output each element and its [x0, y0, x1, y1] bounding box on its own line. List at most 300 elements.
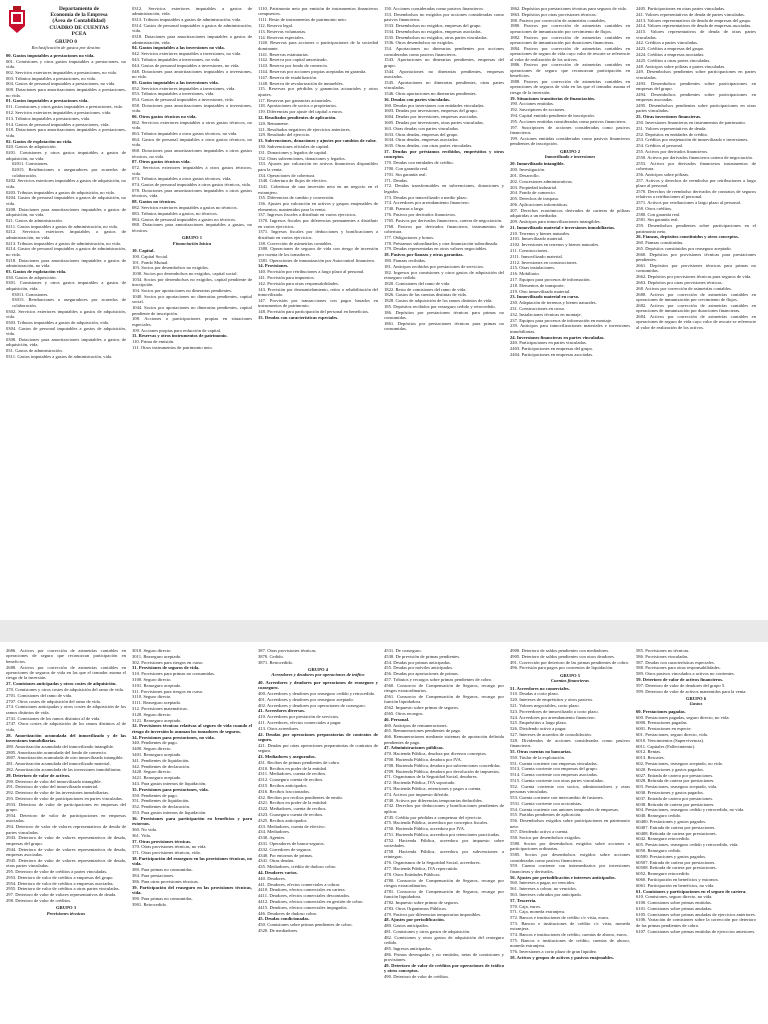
- account-entry: 204. Fondo de comercio.: [510, 190, 556, 196]
- account-heading: 23. Inmovilizado material en curso.: [510, 294, 580, 300]
- account-heading: 06. Otros gastos técnicos no vida.: [132, 114, 197, 120]
- group-subtitle: Cuentas financieras: [550, 678, 590, 684]
- account-entry: 119. Diferencias por ajuste del capital a euros.: [258, 109, 343, 115]
- account-entry: 253. Créditos por enajenación de inmovilizado e inversiones.: [636, 137, 749, 143]
- account-heading: 60. Prestaciones pagadas.: [636, 708, 686, 714]
- account-entry: 523. Proveedores de inmovilizado a corto plazo.: [510, 708, 599, 714]
- account-entry: 4740. Activos por diferencias temporarias deducibles.: [384, 797, 483, 803]
- column-entries: [132, 6, 252, 350]
- account-entry: 064. Gastos de personal imputables a otros gastos técnicos, no vida.: [132, 136, 252, 148]
- account-entry: 4312. Coaseguro cuenta de recibos.: [258, 777, 324, 783]
- account-heading: 31. Provisiones de seguros de vida.: [132, 665, 200, 671]
- account-entry: 4900. Deterioro de saldos pendientes con mediadores.: [510, 648, 610, 653]
- account-entry: 258. Otros créditos.: [636, 205, 673, 211]
- account-entry: 2943. Deterioro de valor de valores representativos de deuda, empresas del grupo.: [6, 835, 126, 846]
- account-entry: 521. Valores negociables, corto plazo.: [510, 703, 580, 708]
- account-entry: 1341. Cobertura de una inversión neta en un negocio en el extranjero.: [258, 184, 378, 195]
- account-heading: 37. Otras provisiones técnicas.: [132, 838, 192, 844]
- account-entry: 058. Dotaciones para amortizaciones imputables a inversiones, vida.: [132, 102, 252, 114]
- column-entries: [510, 648, 630, 960]
- account-entry: 455. Deudas por móviles anticipados.: [384, 665, 454, 671]
- account-entry: 605. Prestaciones, reaseguro cedido y retrocedido, vida.: [636, 842, 739, 848]
- account-entry: 180. Fianzas recibidas.: [384, 257, 427, 263]
- account-entry: 2933. Deterioro de valor de participaciones en empresas del grupo.: [6, 801, 126, 813]
- account-heading: 14. Provisiones.: [258, 263, 289, 269]
- account-entry: 4560. Consorcio de Compensación de Seguros, recargo por riesgos extraordinarios.: [384, 682, 504, 694]
- document-page-bottom: [0, 642, 768, 1024]
- account-entry: 490. Deterioro de valor de créditos.: [384, 974, 450, 980]
- account-entry: 030. Gastos de adquisición.: [6, 274, 57, 280]
- account-entry: 6101. Comisiones sobre primas anuladas.: [636, 905, 713, 911]
- account-entry: 555. Partidas pendientes de aplicación.: [510, 812, 582, 818]
- account-entry: 072. Servicios exteriores imputables a otros gastos técnicos, vida.: [132, 165, 252, 176]
- account-heading: 24. Inversiones financieras en partes vinculadas.: [510, 334, 605, 340]
- account-entry: 2580. Con garantía real.: [636, 211, 681, 217]
- column-6: [636, 6, 756, 616]
- account-entry: 3120. Seguro directo.: [132, 711, 172, 717]
- account-entry: 4752. Hacienda Pública, acreedora por impuesto sobre sociedades.: [384, 837, 504, 849]
- account-entry: 0312. Servicios exteriores imputables a gastos de administración, vida.: [132, 6, 252, 17]
- group-title: GRUPO 2: [559, 148, 581, 154]
- column-entries: [6, 648, 126, 916]
- account-entry: 3870. Cedido.: [258, 653, 284, 659]
- account-heading: 16. Deudas con partes vinculadas.: [384, 96, 451, 102]
- account-entry: 195. Acciones emitidas consideradas como pasivos financieros.: [510, 118, 627, 124]
- group-subtitle: Inmovilizado e inversiones: [544, 154, 596, 160]
- account-entry: 1044. Socios por aportaciones no dinerarias pendientes, capital pendiente de inscripción.: [132, 305, 252, 316]
- account-entry: 1820. Comisiones del ramo de vida.: [384, 280, 451, 286]
- account-entry: 021. Gastos de administración.: [6, 217, 63, 223]
- account-entry: 5513. Cuenta corriente con empresas del grupo.: [510, 766, 598, 772]
- account-entry: 231. Construcciones en curso.: [510, 305, 566, 311]
- account-entry: 295. Deterioro de valor de créditos a partes vinculadas.: [6, 869, 108, 874]
- account-entry: 1371. Ingresos fiscales por deducciones y bonificaciones a distribuir en varios ejercicios.: [258, 229, 378, 240]
- account-entry: 135. Diferencias de cambio y conversión.: [258, 195, 335, 201]
- account-entry: 2101. Inmovilizado material.: [510, 236, 564, 242]
- account-entry: 4758. Hacienda Pública, acreedora por subvenciones a reintegrar.: [384, 848, 504, 860]
- account-entry: 113. Reservas voluntarias.: [258, 28, 307, 34]
- account-entry: 510. Deudas a corto plazo.: [510, 691, 559, 697]
- account-entry: 573. Bancos e instituciones de crédito c/c vista, moneda extranjera.: [510, 920, 630, 932]
- account-entry: 211. Construcciones.: [510, 248, 549, 253]
- account-heading: 25. Otras inversiones financieras.: [636, 114, 702, 120]
- account-entry: 340. Pendientes de pago.: [132, 740, 178, 746]
- account-entry: 008. Dotaciones para amortizaciones imputables a prestaciones, no vida.: [6, 87, 126, 98]
- account-entry: 3420. Seguro directo.: [132, 769, 172, 775]
- account-entry: 002. Servicios exteriores imputables a prestaciones, no vida.: [6, 69, 117, 75]
- account-entry: 600. Prestaciones pagadas, seguro directo, no vida.: [636, 714, 730, 720]
- group-subtitle: Gastos: [689, 701, 703, 707]
- group-0-title: GRUPO 0: [55, 40, 77, 46]
- account-entry: 147. Provisión por transacciones con pagos basados en instrumentos de patrimonio.: [258, 297, 378, 309]
- account-entry: 4341. Otras deudas.: [258, 858, 295, 864]
- header-line: Departamento de: [59, 6, 99, 12]
- account-entry: 163. Otras deudas con partes vinculadas.: [384, 125, 459, 131]
- account-entry: 479. Pasivos por diferencias temporarias imponibles.: [384, 911, 482, 917]
- account-heading: 08. Gastos no técnicos.: [132, 199, 177, 205]
- account-heading: 39. Participación del reaseguro en las provisiones técnicas, vida.: [132, 884, 252, 895]
- account-entry: 4745. Crédito por pérdidas a compensar del ejercicio.: [384, 814, 483, 820]
- account-entry: 6100. Comisiones sobre primas emitidas.: [636, 900, 712, 906]
- account-heading: 10. Capital.: [132, 248, 155, 253]
- account-heading: 04. Gastos imputables a las inversiones no vida.: [132, 45, 225, 51]
- account-entry: 3111. Reaseguro aceptado.: [132, 700, 182, 706]
- account-entry: 1886. Pasivos por corrección de asimetrías contables en operaciones de seguro que reconozcan participación en beneficios.: [510, 62, 630, 79]
- account-entry: 4531. De coaseguro.: [384, 648, 422, 653]
- column-entries: [384, 648, 504, 980]
- account-entry: 3110. Seguro directo.: [132, 694, 172, 700]
- account-entry: 1535. Desembolsos no exigidos, otras partes vinculadas.: [384, 34, 488, 40]
- account-entry: 1828. Gastos de adquisición de los ramos distintos de vida.: [384, 298, 493, 304]
- account-entry: 114. Reservas especiales.: [258, 34, 305, 40]
- account-entry: 1634. Otras deudas, empresas asociadas.: [384, 137, 459, 143]
- account-entry: 2684. Activos por corrección de asimetrías contables en operaciones de seguro de vida cuyo valor de rescate se referencie al valor de realización de los activos.: [636, 313, 756, 330]
- account-entry: 053. Tributos imputables a inversiones, vida.: [132, 91, 215, 97]
- account-entry: 044. Gastos de personal imputables a inversiones, no vida.: [132, 62, 240, 68]
- account-entry: 239. Anticipos para inmovilizaciones materiales e inversiones inmobiliarias.: [510, 323, 630, 334]
- account-entry: 1884. Pasivos por corrección de asimetrías contables en operaciones de seguro de vida cuyo valor de rescate se referencie al valor de realización de los activos.: [510, 45, 630, 62]
- account-entry: 553. Cuenta corriente con intercambio de fusiones.: [510, 794, 604, 800]
- account-entry: 1543. Aportaciones no dinerarias pendientes, empresas del grupo.: [384, 57, 504, 68]
- account-entry: 311. Provisiones para riesgos en curso.: [132, 688, 204, 694]
- account-entry: 6030. Prestaciones y gastos pagados.: [636, 789, 704, 795]
- account-entry: 2414. Valores representativos de deuda de empresas asociadas.: [636, 23, 752, 29]
- account-entry: 6042. Reaseguro retrocedido.: [636, 836, 691, 842]
- account-entry: 260. Fianzas constituidas.: [636, 240, 684, 246]
- account-entry: 0304. Gastos de personal imputables a gastos de adquisición, vida.: [6, 325, 126, 337]
- column-3: [258, 6, 378, 616]
- column-entries: [384, 6, 504, 332]
- account-entry: 371. Otras provisiones técnicas, vida.: [132, 850, 201, 856]
- account-entry: 496. Provisión para pagos por convenios de liquidación.: [510, 665, 614, 671]
- column-6: [636, 648, 756, 1020]
- account-entry: 6052. Reaseguro retrocedido.: [636, 871, 691, 877]
- account-entry: 014. Gastos de personal imputables a prestaciones, vida.: [6, 121, 110, 127]
- account-heading: 07. Otros gastos técnicos vida.: [132, 159, 191, 165]
- account-entry: 012. Servicios exteriores imputables a prestaciones, vida.: [6, 110, 112, 116]
- account-entry: 2686. Activos por corrección de asimetrías contables en operaciones de seguro que reconozcan participación en beneficios.: [6, 648, 126, 664]
- account-entry: 120. Remanente.: [258, 120, 289, 126]
- account-heading: 55. Otras cuentas no bancarias.: [510, 748, 572, 754]
- account-entry: 4323. Coaseguro cuenta de recibos.: [258, 811, 324, 817]
- account-entry: 4700. Hacienda Pública, deudora por IVA.: [384, 756, 462, 762]
- account-entry: 1633. Otras deudas, empresas del grupo.: [384, 131, 459, 137]
- account-entry: 203. Propiedad industrial.: [510, 184, 558, 190]
- account-entry: 230. Adaptación de terrenos y bienes naturales.: [510, 300, 597, 306]
- column-entries: [636, 648, 756, 934]
- account-entry: 576. Inversiones a corto plazo de gran liquidez.: [510, 949, 598, 955]
- column-2: [132, 6, 252, 616]
- account-entry: 480. Gastos anticipados.: [384, 923, 429, 929]
- account-entry: 0318. Dotaciones para amortizaciones imputables a gastos de administración, vida.: [132, 34, 252, 45]
- account-entry: 043. Tributos imputables a inversiones, no vida.: [132, 57, 221, 62]
- account-entry: 4781. Consorcio de Compensación de Seguros, recargo por función liquidadora.: [384, 888, 504, 900]
- account-entry: 141. Provisión para impuestos.: [258, 274, 315, 280]
- account-entry: 465. Remuneraciones pendientes de pago.: [384, 728, 462, 734]
- account-entry: 4520. De mediadores.: [258, 927, 299, 933]
- account-entry: 450. Comisiones sobre primas pendientes de cobro.: [258, 922, 353, 928]
- account-entry: 432. Recibos por recibos pendientes de emitir.: [258, 794, 343, 800]
- column-1: [6, 6, 126, 616]
- account-entry: 528. Dividendos de acciones consideradas como pasivos financieros.: [510, 737, 630, 749]
- account-entry: 074. Gastos de personal imputables a otros gastos técnicos, vida.: [132, 182, 251, 188]
- document-header: [6, 6, 126, 37]
- account-entry: 525. Empréstitos a largo plazo.: [510, 720, 568, 726]
- account-heading: 36. Provisiones para participación en beneficios y para extornos.: [132, 815, 252, 827]
- account-entry: 4538. De previsión de primas pendientes.: [384, 653, 461, 659]
- account-entry: 411. Acreedores, efectos comerciales a pagar.: [258, 720, 342, 725]
- account-entry: 0218. Dotaciones para amortizaciones imputables a gastos de administración, no vida.: [6, 257, 126, 269]
- account-entry: 133. Ajustes por valoración en activos financieros disponibles para la venta.: [258, 161, 378, 172]
- account-entry: 2661. Depósitos por provisiones técnicas para primas no consumidas.: [636, 262, 756, 274]
- account-entry: 268. Activos por corrección de asimetrías contables.: [636, 285, 732, 291]
- account-entry: 435. Mediadores, crédito de dudoso cobro.: [258, 864, 337, 870]
- account-heading: 21. Inmovilizado material e inversiones inmobiliarias.: [510, 224, 616, 230]
- account-entry: 205. Derechos de traspaso.: [510, 196, 560, 202]
- account-entry: 219. Otro inmovilizado material.: [510, 288, 571, 294]
- account-entry: 232. Instalaciones técnicas en montaje.: [510, 311, 582, 317]
- account-entry: 250. Inversiones financieras en instrumentos de patrimonio.: [636, 119, 746, 125]
- account-entry: 302. Provisiones para riesgos en curso.: [132, 659, 204, 665]
- account-entry: 082. Servicios exteriores imputables a gastos no técnicos.: [132, 204, 238, 210]
- account-entry: 150. Acciones consideradas como pasivos financieros.: [384, 6, 484, 11]
- account-entry: 1381. Operaciones de inmunización por Autocontrol financiero.: [258, 257, 376, 263]
- account-heading: 11. Reservas y otros instrumentos de patrimonio.: [132, 333, 228, 339]
- account-entry: 188. Pasivos por corrección de asimetrías contables.: [510, 17, 606, 23]
- account-entry: 031. Gastos de administración.: [6, 348, 63, 354]
- account-entry: 4321. Recibos en poder de la entidad.: [258, 800, 328, 806]
- account-entry: 121. Resultados negativos de ejercicios anteriores.: [258, 126, 351, 132]
- account-entry: 1144. Reservas por acciones propias aceptadas en garantía.: [258, 68, 367, 74]
- account-entry: 018. Dotaciones para amortizaciones imputables a prestaciones, vida.: [6, 127, 126, 138]
- account-entry: 0202. Servicios exteriores imputables a gastos de adquisición, no vida.: [6, 178, 126, 189]
- account-entry: 351. Pendientes de liquidación.: [132, 798, 190, 804]
- university-crest-icon: [6, 6, 28, 34]
- account-entry: 083. Tributos imputables a gastos, no técnicos.: [132, 210, 218, 216]
- account-entry: 242. Créditos a partes vinculadas.: [636, 40, 698, 46]
- account-entry: 142. Provisión para otras responsabilidades.: [258, 280, 339, 286]
- header-text: [32, 6, 126, 37]
- account-entry: 431. Recibos de primas pendientes de cobro.: [258, 759, 341, 765]
- account-entry: 571. Caja, moneda extranjera.: [510, 909, 566, 915]
- account-entry: 0301. Comisiones y otros gastos imputables a gastos de adquisición, vida.: [6, 280, 126, 291]
- account-entry: 342. Pendientes de declaración.: [132, 763, 191, 769]
- account-entry: 471. Organismos de la Seguridad Social, deudores.: [384, 774, 478, 780]
- account-entry: 353. Para gastos internos de liquidación.: [132, 809, 207, 815]
- account-entry: 0214. Gastos de personal imputables a gastos de administración, no vida.: [6, 246, 126, 257]
- account-entry: 2494. Desembolsos pendientes sobre participaciones en empresas asociadas.: [636, 91, 756, 103]
- column-3: [258, 648, 378, 1020]
- account-entry: 559. Cuenta corriente con intermediarios por inversiones financieras y derivados.: [510, 863, 630, 874]
- account-entry: 140. Provisión por retribuciones a largo plazo al personal.: [258, 269, 365, 275]
- account-entry: 0204. Gastos de personal imputables a gastos de adquisición, no vida.: [6, 195, 126, 206]
- account-entry: 481. Comisiones y otros gastos de adquisición.: [384, 928, 471, 934]
- account-heading: 43. Mediadores y asegurados.: [258, 754, 316, 759]
- account-entry: 1862. Depósitos por prestaciones técnicas para seguros de vida.: [510, 6, 627, 11]
- account-subentry: 02015. Retribuciones a aseguradores por acuerdos de colaboración.: [12, 167, 126, 178]
- account-heading: 02. Gastos de explotación no vida.: [6, 138, 73, 144]
- account-entry: 042. Servicios exteriores imputables a inversiones, no vida.: [132, 51, 242, 57]
- account-entry: 1882. Pasivos por corrección de asimetrías contables en operaciones de inmunización por duraciones financieras.: [510, 34, 630, 45]
- account-heading: 45. Deudas condicionadas.: [258, 916, 310, 922]
- account-entry: 136. Ajustes por valoración en activos y grupos enajenables de elementos, mantenidos para la venta.: [258, 201, 378, 212]
- account-entry: 138. Corrección de asimetrías contables.: [258, 240, 333, 246]
- account-heading: 44. Deudores varios.: [258, 869, 298, 875]
- account-entry: 1768. Pasivos por derivados financieros, instrumentos de cobertura.: [384, 223, 504, 234]
- account-entry: 4316. Recibos fraccionados.: [258, 788, 311, 794]
- account-entry: 4783. Otros Organismos Públicos.: [384, 905, 448, 911]
- account-entry: 173. Deudas por inmovilizado a medio plazo.: [384, 194, 468, 200]
- account-entry: 202. Concesiones administrativas.: [510, 178, 573, 184]
- column-entries: [132, 648, 252, 907]
- account-entry: 3101. Reaseguro aceptado.: [132, 682, 182, 688]
- account-entry: 482. Comisiones y otros gastos de adquisición del reaseguro cedido.: [384, 934, 504, 946]
- account-entry: 297. Deterioro de valor de valores representativos de deuda.: [6, 892, 117, 898]
- account-heading: 59. Deterioro de valor de activos financieros.: [636, 676, 724, 682]
- account-entry: 410. Acreedores por prestación de servicios.: [258, 714, 340, 720]
- account-entry: 587. Deudas con características especiales.: [636, 659, 715, 665]
- account-entry: 589. Otros pasivos vinculados a activos no corrientes.: [636, 671, 735, 677]
- account-entry: 485. Ingresos anticipados.: [384, 945, 432, 951]
- account-entry: 197. Suscriptores de acciones consideradas como pasivos financieros.: [510, 124, 630, 136]
- account-entry: 1826. Gastos de las cuentas distintas de vida.: [384, 292, 467, 298]
- account-entry: 068. Dotaciones para amortizaciones imputables a otros gastos técnicos, no vida.: [132, 148, 252, 159]
- account-heading: 47. Administraciones públicas.: [384, 745, 444, 751]
- account-entry: 1701. Sin garantía real.: [384, 171, 427, 177]
- account-entry: 343. Para gastos internos de liquidación.: [132, 780, 207, 786]
- account-entry: 160. Deudas por inversiones con entidades vinculadas.: [384, 102, 485, 108]
- account-entry: 270. Comisiones y otros costes de adquisición del ramo de vida.: [6, 687, 124, 693]
- account-entry: 457. Tributos y recargos sobre primas pendientes de cobro.: [384, 676, 493, 682]
- account-subentry: 03011. Comisiones.: [12, 291, 49, 297]
- account-heading: 42. Deudas por operaciones preparatorias de contratos de seguro.: [258, 731, 378, 742]
- header-line: (Área de Contabilidad): [52, 18, 106, 25]
- account-entry: 1147. Reserva de estabilización.: [258, 74, 318, 80]
- account-entry: 291. Deterioro de valor del inmovilizado material.: [6, 784, 99, 790]
- account-entry: 597. Deterioro de valor de deudores del grupo 5.: [636, 682, 726, 688]
- header-line: Economía de la Empresa: [50, 12, 108, 19]
- account-entry: 60407. Entrada de cartera por prestaciones.: [636, 824, 716, 830]
- account-entry: 6028. Retirada de cartera por prestaciones.: [636, 778, 715, 784]
- column-4: [384, 6, 504, 616]
- account-entry: 143. Provisión por desmantelamiento, retiro o rehabilitación del inmovilizado.: [258, 286, 378, 297]
- account-entry: 554. Cuenta corriente con uniones temporales de empresas.: [510, 806, 620, 812]
- account-entry: 4322. Mediadores, cuenta de recibos.: [258, 806, 327, 812]
- account-entry: 112. Reserva legal.: [258, 23, 294, 28]
- account-heading: 41. Acreedores diversos.: [258, 708, 306, 714]
- account-entry: 585. Provisiones no técnicas.: [636, 648, 690, 653]
- account-entry: 561. Intereses a cobrar, no vencidos.: [510, 886, 577, 892]
- account-entry: 0212. Servicios exteriores imputables a gastos de administración, no vida.: [6, 229, 126, 240]
- account-entry: 111. Otros instrumentos de patrimonio neto.: [132, 344, 213, 350]
- account-entry: 6020. Prestaciones y gastos pagados.: [636, 766, 704, 772]
- account-entry: 137. Ingresos fiscales a distribuir en varios ejercicios.: [258, 212, 357, 218]
- account-entry: 1822. Resto de comisiones del ramo de vida.: [384, 286, 467, 292]
- account-entry: 1040. Socios por aportaciones no dinerarias pendientes, capital social.: [132, 293, 252, 305]
- account-entry: 0213. Tributos imputables a gastos de administración, no vida.: [6, 240, 121, 246]
- account-entry: 610. Comisiones, seguro directo, no vida.: [636, 894, 713, 900]
- account-entry: 60500. Prestaciones y gastos pagados.: [636, 853, 707, 859]
- account-entry: 256. Anticipos sobre pólizas.: [636, 171, 690, 177]
- group-subtitle: Provisiones técnicas: [46, 910, 86, 916]
- column-5: [510, 6, 630, 616]
- account-entry: 6038. Retirada de cartera por prestaciones.: [636, 801, 715, 807]
- account-entry: 062. Servicios exteriores imputables a otros gastos técnicos, no vida.: [132, 119, 252, 131]
- account-entry: 3421. Reaseguro aceptado.: [132, 775, 182, 781]
- column-entries: [258, 6, 378, 320]
- account-entry: 2571. Activos por retribuciones a largo plazo al personal.: [636, 199, 742, 205]
- account-entry: 441. Deudores, efectos comerciales a cobrar.: [258, 881, 341, 887]
- account-entry: 0203. Tributos imputables a gastos de adquisición, no vida.: [6, 189, 115, 195]
- account-entry: 2415. Valores representativos de deuda de otras partes vinculadas.: [636, 29, 756, 40]
- account-heading: 28. Amortización acumulada del inmovilizado y de las inversiones inmobiliarias.: [6, 732, 126, 744]
- column-entries: [6, 53, 126, 359]
- account-entry: 601. Prestaciones, seguro directo, vida.: [636, 731, 708, 737]
- account-entry: 2954. Deterioro de valor de créditos a empresas asociadas.: [6, 880, 114, 886]
- account-entry: 248. Anticipos sobre pólizas a partes vinculadas.: [636, 63, 726, 69]
- account-entry: 5531. Cuenta corriente con accionistas.: [510, 800, 583, 806]
- account-entry: 575. Bancos e instituciones de crédito, cuentas de ahorro, moneda extranjera.: [510, 937, 630, 949]
- group-title: GRUPO 5: [559, 672, 581, 678]
- account-entry: 259. Desembolsos pendientes sobre participaciones en el patrimonio neto.: [636, 223, 756, 234]
- account-entry: 186. Depósitos por prestaciones técnicas para primas no consumidas.: [384, 309, 504, 321]
- account-heading: 40. Acreedores y deudores por operaciones de reaseguro y coaseguro.: [258, 679, 378, 691]
- account-entry: 310. Provisiones para primas no consumidas.: [132, 671, 216, 677]
- account-entry: 2934. Deterioro de valor de participaciones en empresas asociadas.: [6, 812, 126, 824]
- account-entry: 5580. Socios por desembolsos exigidos sobre acciones o participaciones ordinarias.: [510, 840, 630, 852]
- column-1: [6, 648, 126, 1020]
- account-entry: 472. Hacienda Pública, IVA soportado.: [384, 780, 456, 786]
- account-entry: 3401. Reaseguro aceptado.: [132, 751, 182, 757]
- account-entry: 1740. Fianzas a largo.: [384, 206, 425, 212]
- account-entry: 474. Activos por impuesto diferido.: [384, 791, 450, 797]
- account-entry: 240. Participaciones en partes vinculadas.: [510, 340, 587, 346]
- account-entry: 020. Gastos de adquisición.: [6, 144, 57, 150]
- account-entry: 2493. Desembolsos pendientes sobre participaciones en empresas del grupo.: [636, 80, 756, 91]
- header-line: CUADRO DE CUENTAS: [49, 24, 109, 31]
- account-entry: 4561. Consorcio de Compensación de Seguros, recargo por función liquidadora.: [384, 693, 504, 705]
- account-entry: 013. Tributos imputables a prestaciones, vida.: [6, 115, 91, 121]
- account-entry: 181. Anticipos recibidos por prestaciones de servicios.: [384, 263, 485, 269]
- account-entry: 2570. Derechos de reembolso derivados de contratos de seguros relativos a retribuciones al personal.: [636, 188, 756, 200]
- account-entry: 433. Mediadores, cuenta de efectivo.: [258, 823, 326, 829]
- account-entry: 0201. Comisiones y otros gastos imputables a gastos de adquisición, no vida.: [6, 150, 126, 161]
- account-entry: 104. Socios por aportaciones no dinerarias pendientes.: [132, 288, 233, 294]
- bottom-columns: [0, 642, 768, 1024]
- account-entry: 2660. Depósitos por provisiones técnicas para prestaciones pendientes.: [636, 251, 756, 263]
- account-entry: 265. Depósitos constituidos por reaseguro aceptado.: [636, 245, 732, 251]
- account-entry: 557. Dividendo activo a cuenta.: [510, 829, 569, 835]
- account-entry: 1544. Aportaciones no dinerarias pendientes, empresas asociadas.: [384, 68, 504, 79]
- account-entry: 1545. Aportaciones no dinerarias pendientes, otras partes vinculadas.: [384, 79, 504, 91]
- account-entry: 4565. Otros recargos.: [384, 710, 424, 716]
- account-entry: 1111. Resto de instrumentos de patrimonio neto.: [258, 17, 347, 23]
- account-entry: 3400. Seguro directo.: [132, 746, 172, 752]
- account-heading: 15. Deudas con características especiales.: [258, 314, 339, 320]
- header-line: PCEA: [71, 30, 87, 37]
- account-entry: 011. Comisiones y otros gastos imputables a prestaciones, vida.: [6, 104, 123, 110]
- account-entry: 179. Deudas representadas en otros valores negociables.: [384, 246, 488, 252]
- account-entry: 176. Pasivos por derivados financieros.: [384, 211, 457, 217]
- account-entry: 6000. Prestaciones pagadas.: [636, 720, 688, 726]
- account-entry: 0314. Gastos de personal imputables a gastos de administración, vida.: [132, 23, 252, 34]
- account-entry: 4340. Por entornos de primas.: [258, 852, 314, 858]
- account-entry: 251. Valores representativos de deuda.: [636, 125, 707, 131]
- account-entry: 1380. Operaciones de seguros de vida con riesgo de inversión por cuenta de los tomadores.: [258, 246, 378, 257]
- account-entry: 217. Equipos para procesos de información.: [510, 276, 591, 282]
- account-entry: 218. Elementos de transporte.: [510, 282, 565, 288]
- account-entry: 241. Valores representativos de deuda de partes vinculadas.: [636, 11, 745, 17]
